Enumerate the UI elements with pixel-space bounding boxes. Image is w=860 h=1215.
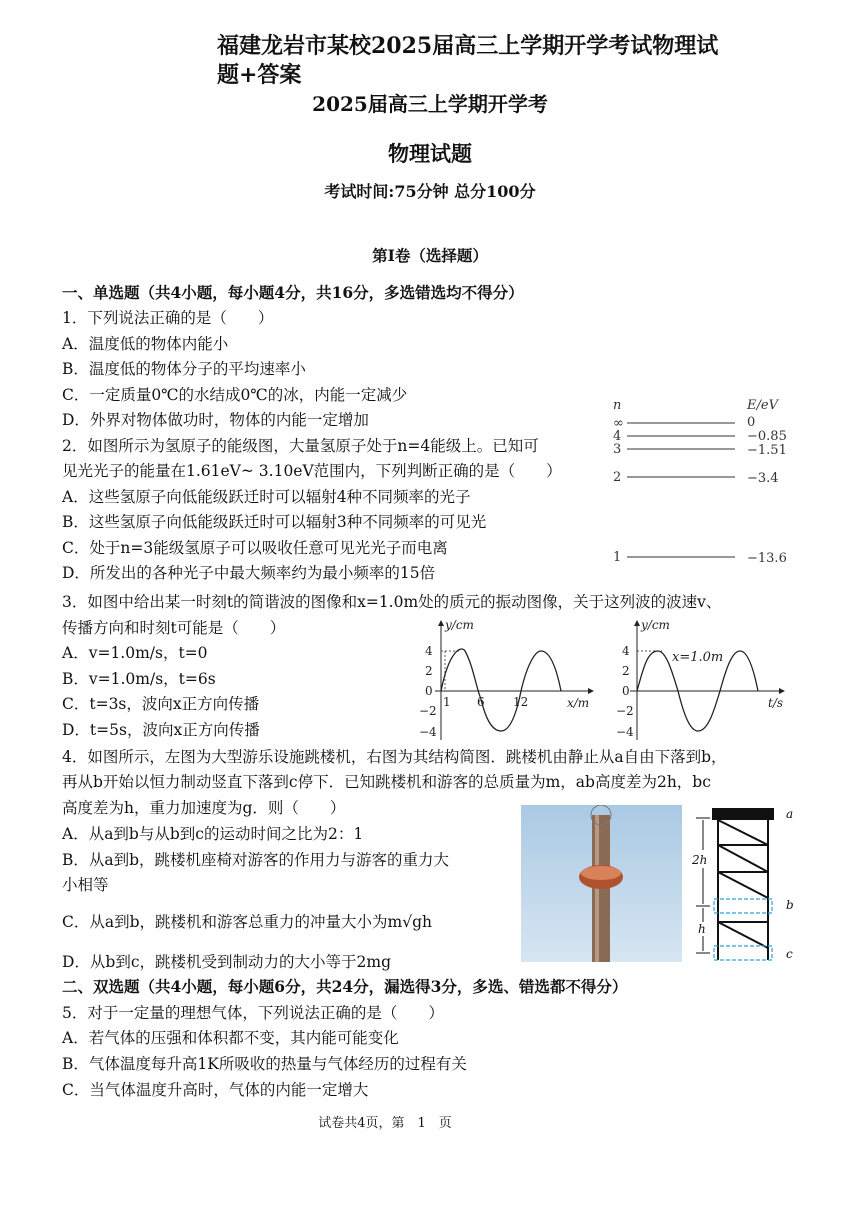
- q4-stem-line3: 高度差为h，重力加速度为g．则（ ）: [62, 799, 346, 817]
- q4-stem-line2: 再从b开始以恒力制动竖直下落到c停下．已知跳楼机和游客的总质量为m，ab高度差为2h，bc: [62, 773, 711, 791]
- vib-annotation: x=1.0m: [672, 650, 724, 665]
- q2-stem-line2: 见光光子的能量在1.61eV~ 3.10eV范围内，下列判断正确的是（ ）: [62, 462, 562, 480]
- energy-level-inf-e: 0: [747, 415, 756, 430]
- energy-level-1-e: −13.6: [747, 551, 787, 566]
- q1-option-d: D．外界对物体做功时，物体的内能一定增加: [62, 411, 369, 429]
- position-c-box: [714, 946, 772, 960]
- q4-option-a: A．从a到b与从b到c的运动时间之比为2：1: [62, 825, 364, 843]
- wave-y-label: y/cm: [445, 618, 474, 632]
- energy-diagram-n-label: n: [613, 398, 622, 413]
- q1-stem: 1．下列说法正确的是（ ）: [62, 309, 274, 327]
- tower-brace-3: [718, 872, 768, 898]
- exam-header: 2025届高三上学期开学考: [312, 92, 548, 116]
- q5-option-b: B．气体温度每升高1K所吸收的热量与气体经历的过程有关: [62, 1055, 467, 1073]
- wave-ytick-2: 2: [425, 664, 433, 678]
- q1-option-c: C．一定质量0℃的水结成0℃的冰，内能一定减少: [62, 386, 408, 404]
- q4-option-b-line2: 小相等: [62, 876, 109, 894]
- point-a-label: a: [786, 807, 794, 821]
- drop-tower-photo: [521, 805, 682, 962]
- energy-level-4-n: 4: [613, 429, 622, 444]
- q3-option-a: A．v=1.0m/s，t=0: [62, 644, 208, 662]
- tower-brace-1: [718, 820, 768, 845]
- section-2-heading: 二、双选题（共4小题，每小题6分，共24分，漏选得3分，多选、错选都不得分）: [62, 977, 628, 996]
- q5-option-c: C．当气体温度升高时，气体的内能一定增大: [62, 1081, 369, 1099]
- q4-option-c: C．从a到b，跳楼机和游客总重力的冲量大小为m√gh: [62, 913, 433, 931]
- energy-level-4-e: −0.85: [747, 429, 787, 444]
- q3-stem-line1: 3．如图中给出某一时刻t的简谐波的图像和x=1.0m处的质元的振动图像，关于这列波的波速v、: [62, 593, 722, 611]
- wave-ytick-neg4: −4: [419, 725, 437, 739]
- page-footer: 试卷共4页，第 1 页: [318, 1116, 452, 1131]
- energy-level-3-e: −1.51: [747, 443, 787, 458]
- tower-riders: [581, 866, 621, 880]
- section-1-heading: 一、单选题（共4小题，每小题4分，共16分，多选错选均不得分）: [62, 283, 524, 302]
- tower-brace-2: [718, 845, 768, 872]
- q4-option-b-line1: B．从a到b，跳楼机座椅对游客的作用力与游客的重力大: [62, 851, 450, 869]
- wave-xtick-6: 6: [477, 695, 485, 709]
- q2-option-a: A．这些氢原子向低能级跃迁时可以辐射4种不同频率的光子: [62, 488, 471, 506]
- vib-ytick-4: 4: [622, 644, 630, 658]
- wave-xtick-1: 1: [443, 695, 451, 709]
- position-b-box: [714, 899, 772, 913]
- vib-ytick-neg4: −4: [616, 725, 634, 739]
- energy-level-2-e: −3.4: [747, 471, 779, 486]
- q2-stem-line1: 2．如图所示为氢原子的能级图，大量氢原子处于n=4能级上。已知可: [62, 437, 539, 455]
- energy-level-3-n: 3: [613, 442, 622, 457]
- q4-option-d: D．从b到c，跳楼机受到制动力的大小等于2mg: [62, 953, 392, 971]
- energy-level-inf-n: ∞: [613, 416, 624, 431]
- tower-top-block: [712, 808, 774, 820]
- energy-level-2-n: 2: [613, 470, 622, 485]
- wave-x-label: x/m: [567, 696, 590, 710]
- energy-level-diagram: [605, 395, 795, 570]
- energy-diagram-e-label: E/eV: [747, 398, 778, 413]
- q3-option-b: B．v=1.0m/s，t=6s: [62, 670, 216, 688]
- q1-option-a: A．温度低的物体内能小: [62, 335, 229, 353]
- wave-graph: [405, 615, 600, 745]
- wave-curve: [441, 649, 561, 731]
- q2-option-b: B．这些氢原子向低能级跃迁时可以辐射3种不同频率的可见光: [62, 513, 487, 531]
- point-c-label: c: [786, 947, 793, 961]
- q5-option-a: A．若气体的压强和体积都不变，其内能可能变化: [62, 1029, 399, 1047]
- wave-xtick-12: 12: [513, 695, 529, 709]
- q2-option-d: D．所发出的各种光子中最大频率约为最小频率的15倍: [62, 564, 436, 582]
- point-b-label: b: [786, 898, 794, 912]
- vib-ytick-2: 2: [622, 664, 630, 678]
- q2-option-c: C．处于n=3能级氢原子可以吸收任意可见光光子而电离: [62, 539, 448, 557]
- q3-option-c: C．t=3s，波向x正方向传播: [62, 695, 260, 713]
- wave-ytick-neg2: −2: [419, 704, 437, 718]
- vib-y-label: y/cm: [641, 618, 670, 632]
- exam-info: 考试时间:75分钟 总分100分: [324, 182, 536, 201]
- vib-ytick-neg2: −2: [616, 704, 634, 718]
- energy-level-1-n: 1: [613, 550, 622, 565]
- q3-stem-line2: 传播方向和时刻t可能是（ ）: [62, 619, 286, 637]
- document-title: 福建龙岩市某校2025届高三上学期开学考试物理试题+答案: [217, 33, 719, 88]
- q4-stem-line1: 4．如图所示，左图为大型游乐设施跳楼机，右图为其结构简图．跳楼机由静止从a自由下落到b，: [62, 748, 727, 766]
- vib-ytick-0: 0: [622, 684, 630, 698]
- tower-brace-4: [718, 922, 768, 948]
- q5-stem: 5．对于一定量的理想气体，下列说法正确的是（ ）: [62, 1004, 444, 1022]
- wave-ytick-4: 4: [425, 644, 433, 658]
- dim-2h-label: 2h: [692, 853, 708, 867]
- part-title: 第Ⅰ卷（选择题）: [372, 246, 488, 265]
- q1-option-b: B．温度低的物体分子的平均速率小: [62, 360, 306, 378]
- q3-option-d: D．t=5s，波向x正方向传播: [62, 721, 260, 739]
- wave-ytick-0: 0: [425, 684, 433, 698]
- dim-h-label: h: [698, 922, 706, 936]
- subject-title: 物理试题: [388, 141, 472, 166]
- vibration-graph: [612, 615, 792, 745]
- tower-structure-diagram: [688, 800, 798, 965]
- vib-x-label: t/s: [768, 696, 784, 710]
